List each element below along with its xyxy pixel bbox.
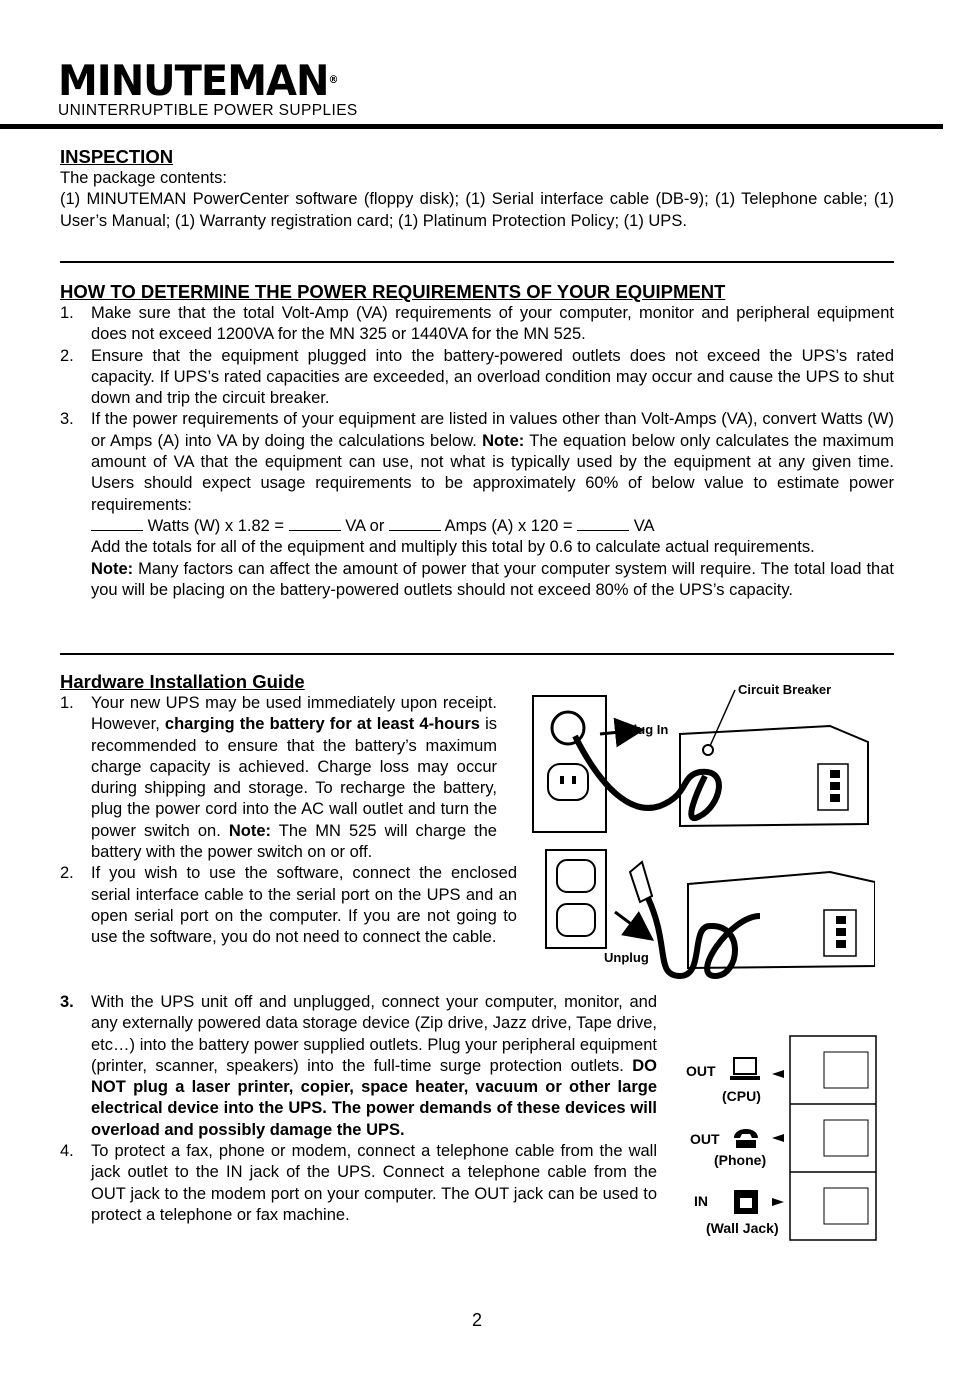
section-divider	[60, 261, 894, 263]
note-text: Many factors can affect the amount of power that your computer system will require. The total load that you will be placing on the battery-powered outlets should not exceed 80% of the UPS’s capacity.	[91, 559, 894, 599]
cpu-jack-icon	[824, 1052, 868, 1088]
item-text: Make sure that the total Volt-Amp (VA) requirements of your computer, monitor and peripheral equipment does not exceed 1200VA for the MN 325 or 1440VA for the MN 525.	[91, 304, 894, 344]
add-totals: Add the totals for all of the equipment and multiply this total by 0.6 to calculate actual requirements.	[91, 538, 815, 557]
out-phone-label: OUT	[690, 1131, 720, 1147]
plug-in-label: Plug In	[625, 722, 669, 737]
item-number: 3.	[60, 410, 74, 429]
phone-jack-icon	[824, 1120, 868, 1156]
blank-field	[577, 516, 629, 531]
inspection-intro: The package contents:	[60, 169, 227, 187]
cpu-label: (CPU)	[722, 1088, 761, 1104]
header-rule	[0, 124, 943, 129]
registered-mark: ®	[328, 74, 338, 87]
item-emphasis: charging the battery for at least 4-hours	[164, 715, 480, 734]
blank-field	[389, 516, 441, 531]
jack-panel	[790, 1036, 876, 1240]
section-divider	[60, 653, 894, 655]
power-title: HOW TO DETERMINE THE POWER REQUIREMENTS OF YOUR EQUIPMENT	[60, 281, 726, 302]
item-text: If you wish to use the software, connect the enclosed serial interface cable to the serial port on the UPS and an open serial port on the computer. If you are not going to use the software, you do not need to connect the cable.	[91, 864, 517, 947]
wall-jack-label: (Wall Jack)	[706, 1220, 779, 1236]
item-text: If the power requirements of your equipment are listed in values other than Volt-Amps (VA), convert Watts (W) or Amps (A) into VA by doing the calculations below.	[91, 410, 894, 450]
inspection-section	[60, 146, 894, 232]
list-item	[60, 303, 894, 346]
telephone-icon	[734, 1129, 758, 1148]
item-number: 4.	[60, 1142, 74, 1161]
hardware-section-continued	[60, 992, 657, 1226]
outlet-icon	[548, 764, 588, 800]
blank-field	[91, 516, 143, 531]
formula-part: VA or	[340, 516, 389, 535]
power-steps	[60, 303, 894, 601]
logo-wordmark: MINUTEMAN	[58, 56, 329, 106]
unplug-label: Unplug	[604, 950, 649, 965]
plug-in-unplug-illustration	[530, 676, 875, 982]
item-text: With the UPS unit off and unplugged, connect your computer, monitor, and any externally powered data storage device (Zip drive, Jazz drive, Tape drive, etc…) into the battery power supplied outlets. Plug your peripheral equipment (printer, scanner, speakers) into the full-time surge protection outlets.	[91, 993, 657, 1075]
item-number: 3.	[60, 993, 74, 1011]
computer-icon	[734, 1058, 756, 1074]
out-cpu-label: OUT	[686, 1063, 716, 1079]
page-number: 2	[471, 1310, 482, 1330]
circuit-breaker-label: Circuit Breaker	[738, 682, 832, 697]
power-section	[60, 281, 894, 601]
hardware-title: Hardware Installation Guide	[60, 671, 305, 692]
logo-subtitle: UNINTERRUPTIBLE POWER SUPPLIES	[58, 102, 358, 119]
inspection-contents: (1) MINUTEMAN PowerCenter software (floppy disk); (1) Serial interface cable (DB-9); (1) Telephone cable; (1) User’s Manual; (1) Warranty registration card; (1) Platinum Protection Policy; (1) UPS.	[60, 190, 894, 230]
outlet-icon	[557, 860, 595, 892]
note-label: Note:	[228, 821, 272, 840]
note-label: Note:	[482, 431, 525, 450]
ups-unit-icon	[688, 872, 875, 968]
wall-plate-icon	[546, 850, 606, 948]
list-item	[60, 409, 894, 601]
item-text: Ensure that the equipment plugged into the battery-powered outlets does not exceed the UPS’s rated capacity. If UPS’s rated capacities are exceeded, an overload condition may occur and cause the UPS to shut down and trip the circuit breaker.	[91, 346, 894, 408]
list-item	[60, 992, 657, 1141]
blank-field	[289, 516, 341, 531]
hardware-section	[60, 671, 517, 949]
hardware-steps-continued	[60, 992, 657, 1226]
arrow-icon	[772, 1198, 784, 1206]
in-label: IN	[694, 1193, 708, 1209]
item-number: 2.	[60, 864, 74, 883]
phone-label: (Phone)	[714, 1152, 767, 1168]
inspection-title: INSPECTION	[60, 146, 174, 167]
phone-jack-diagram	[684, 1034, 880, 1244]
item-number: 1.	[60, 694, 74, 712]
item-text: The equation below only calculates the maximum amount of VA that the equipment can use, not what is typically used by the equipment at any given time. Users should expect usage requirements to be approximately 60% of below value to estimate power requirements:	[91, 431, 894, 514]
formula-part: Amps (A) x 120 =	[440, 516, 578, 535]
unplugged-plug-icon	[630, 862, 652, 902]
item-text: The MN 525 will charge the battery with the power switch on or off.	[91, 821, 497, 862]
outlet-icon	[557, 904, 595, 936]
note-label: Note:	[91, 559, 134, 578]
arrow-icon	[772, 1070, 784, 1078]
list-item	[60, 346, 894, 410]
formula-part: VA	[629, 516, 655, 535]
list-item	[60, 863, 517, 948]
item-text: Your new UPS may be used immediately upon receipt. However,	[91, 694, 497, 734]
item-number: 1.	[60, 304, 74, 322]
list-item	[60, 1141, 657, 1226]
minuteman-logo	[58, 58, 358, 120]
formula-part: Watts (W) x 1.82 =	[143, 516, 289, 535]
power-note	[91, 559, 894, 602]
list-item	[60, 693, 517, 863]
item-number: 2.	[60, 346, 74, 365]
item-text: is recommended to ensure that the battery’s maximum charge capacity is achieved. Charge loss may occur during shipping and storage. To recharge the battery, plug the power cord into the AC wall outlet and turn the power switch on.	[91, 715, 498, 840]
wall-jack-icon	[824, 1188, 868, 1224]
arrow-icon	[772, 1134, 784, 1142]
hardware-steps	[60, 693, 517, 949]
item-emphasis: DO NOT plug a laser printer, copier, space heater, vacuum or other large electrical device into the UPS. The power demands of these devices will overload and possibly damage the UPS.	[91, 1056, 657, 1139]
item-text: To protect a fax, phone or modem, connect a telephone cable from the wall jack outlet to the IN jack of the UPS. Connect a telephone cable from the OUT jack to the modem port on your computer. The OUT jack can be used to protect a telephone or fax machine.	[91, 1142, 657, 1224]
formula-line	[91, 516, 894, 537]
